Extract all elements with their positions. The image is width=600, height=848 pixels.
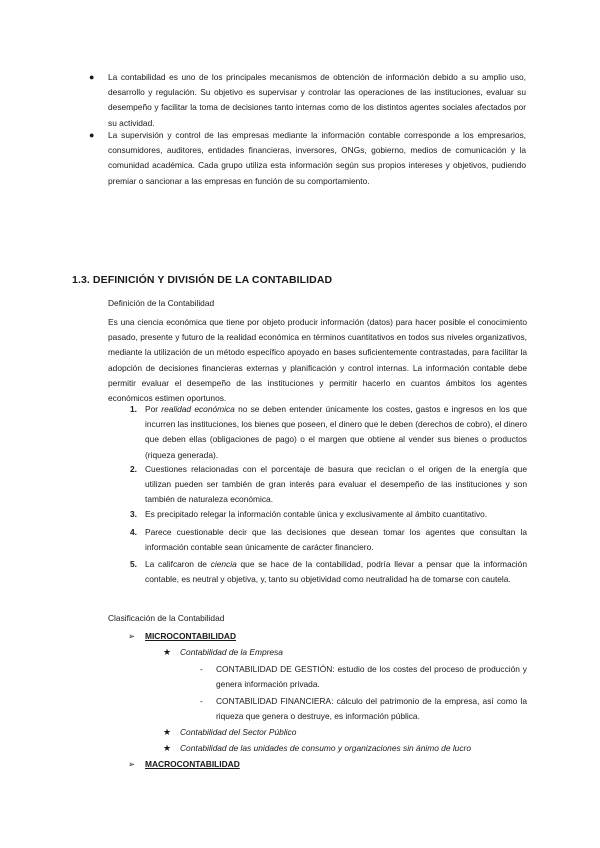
star-bullet-icon: ★ bbox=[163, 743, 172, 753]
list-item-text: Por bbox=[145, 404, 162, 414]
bullet-icon: ● bbox=[89, 72, 95, 82]
list-item: Parece cuestionable decir que las decisiones que desean tomar los agentes que consultan la información contable sean únicamente de carácter financiero. bbox=[145, 527, 527, 553]
star-bullet-icon: ★ bbox=[163, 727, 172, 737]
section-title: 1.3. DEFINICIÓN Y DIVISIÓN DE LA CONTABILIDAD bbox=[72, 274, 333, 286]
dash-bullet-icon: - bbox=[200, 664, 203, 674]
micro-label: MICROCONTABILIDAD bbox=[145, 631, 237, 641]
list-number: 4. bbox=[130, 527, 137, 537]
list-number: 2. bbox=[130, 464, 137, 474]
list-number: 5. bbox=[130, 559, 137, 569]
list-number: 1. bbox=[130, 404, 137, 414]
classification-heading: Clasificación de la Contabilidad bbox=[108, 613, 225, 623]
list-number: 3. bbox=[130, 509, 137, 519]
dash-bullet-icon: - bbox=[200, 696, 203, 706]
definition-heading: Definición de la Contabilidad bbox=[108, 298, 215, 308]
list-item bbox=[145, 557, 527, 587]
list-item: Es precipitado relegar la información contable única y exclusivamente al ámbito cuantitativo. bbox=[145, 509, 488, 519]
definition-paragraph: Es una ciencia económica que tiene por objeto producir información (datos) para hacer posible el conocimiento pasado, presente y futuro de la realidad económica en términos cuantitativos en todos sus niveles organizativos, mediante la utilización de un método específico apoyado en bases suficientemente contrastadas, para facilitar la adopción de decisiones financieras externas y planificación y control internas. La información contable debe permitir evaluar el desempeño de las instituciones y permitir hacerlo en cuantos ámbitos los agentes económicos estimen oportunos. bbox=[108, 317, 527, 404]
financiera-text: CONTABILIDAD FINANCIERA: cálculo del patrimonio de la empresa, así como la riqueza que genera o destruye, es información pública. bbox=[216, 696, 527, 722]
list-item-text: no se deben entender únicamente los costes, gastos e ingresos en los que incurren las instituciones, los bienes que poseen, el dinero que le deben (derechos de cobro), el dinero que deben ellas (obligaciones de pago) o el margen que obtiene al vender sus bienes o productos (riqueza generada). bbox=[145, 404, 527, 460]
bullet-icon: ● bbox=[89, 130, 95, 140]
list-item-text: que se hace de la contabilidad, podría llevar a pensar que la información contable, es neutral y objetiva, y, tanto su objetividad como neutralidad ha de tomarse con cautela. bbox=[145, 559, 527, 585]
gestion-text: CONTABILIDAD DE GESTIÓN: estudio de los costes del proceso de producción y genera información privada. bbox=[216, 664, 527, 690]
list-item-emphasis: realidad económica bbox=[161, 404, 235, 414]
intro-paragraph-2: La supervisión y control de las empresas mediante la información contable corresponde a los empresarios, consumidores, auditores, entidades financieras, inversores, ONGs, gobierno, medios de comunicación y la comunidad académica. Cada grupo utiliza esta información según sus propios intereses y objetivos, pudiendo premiar o sancionar a las empresas en función de su comportamiento. bbox=[108, 130, 526, 186]
list-item: Cuestiones relacionadas con el porcentaje de basura que reciclan o el origen de la energía que utilizan pueden ser también de gran interés para evaluar el desempeño de las instituciones y son también de naturaleza económica. bbox=[145, 464, 527, 505]
arrow-bullet-icon: ➢ bbox=[128, 759, 136, 769]
macro-label: MACROCONTABILIDAD bbox=[145, 759, 240, 769]
arrow-bullet-icon: ➢ bbox=[128, 631, 136, 641]
list-item-emphasis: ciencia bbox=[210, 559, 237, 569]
list-item bbox=[145, 402, 527, 463]
intro-paragraph-1: La contabilidad es uno de los principales mecanismos de obtención de información debido a su amplio uso, desarrollo y regulación. Su objetivo es supervisar y controlar las operaciones de las instituciones, evaluar su desempeño y facilitar la toma de decisiones tanto internas como de los distintos agentes sociales afectados por su actividad. bbox=[108, 72, 526, 128]
list-item-text: La califcaron de bbox=[145, 559, 211, 569]
star-bullet-icon: ★ bbox=[163, 647, 172, 657]
empresa-label: Contabilidad de la Empresa bbox=[180, 647, 283, 657]
sector-publico-label: Contabilidad del Sector Público bbox=[180, 727, 297, 737]
unidades-label: Contabilidad de las unidades de consumo y organizaciones sin ánimo de lucro bbox=[180, 743, 471, 753]
